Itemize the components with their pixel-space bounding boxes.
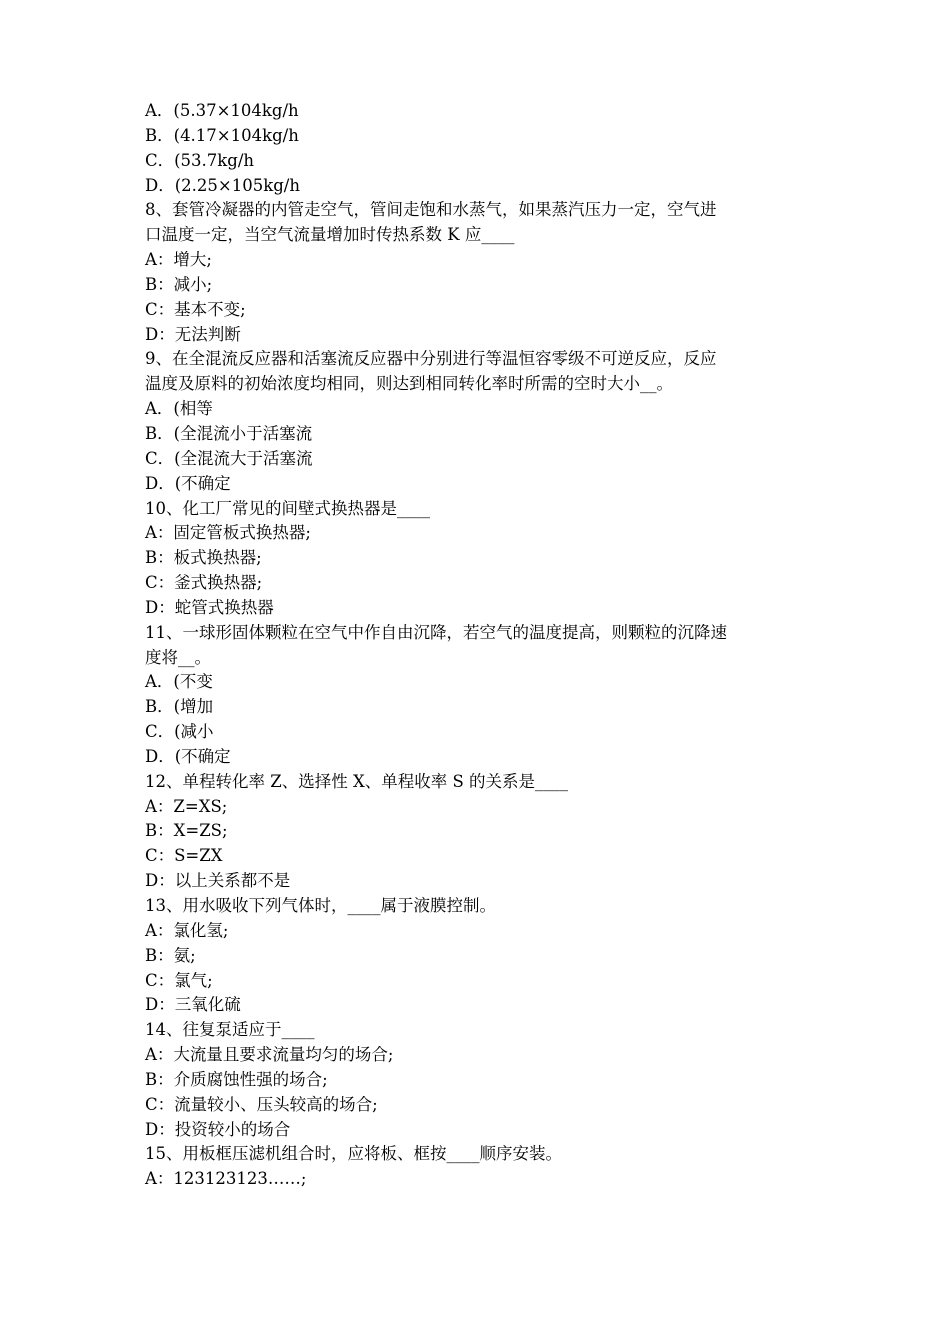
option-line: A：氯化氢;	[145, 920, 229, 940]
option-line: D：投资较小的场合	[145, 1119, 291, 1139]
option-line: B：氨;	[145, 945, 196, 965]
question-15: 15、用板框压滤机组合时，应将板、框按____顺序安装。	[145, 1144, 562, 1164]
option-line: A：123123123……;	[145, 1169, 307, 1189]
question-12: 12、单程转化率 Z、选择性 X、单程收率 S 的关系是____	[145, 771, 568, 791]
option-line: D：蛇管式换热器	[145, 597, 274, 617]
question-9-line-2: 温度及原料的初始浓度均相同，则达到相同转化率时所需的空时大小__。	[145, 374, 673, 394]
option-line: A：Z=XS;	[145, 796, 228, 816]
option-line: A．(相等	[145, 399, 213, 419]
option-line: C：氯气;	[145, 970, 213, 990]
option-line: D．(不确定	[145, 746, 231, 766]
option-line: A：大流量且要求流量均匀的场合;	[145, 1045, 394, 1065]
option-line: A．(不变	[145, 672, 213, 692]
option-line: D：以上关系都不是	[145, 871, 291, 891]
option-line: C：基本不变;	[145, 299, 246, 319]
option-line: D．(不确定	[145, 473, 231, 493]
option-line: C．(全混流大于活塞流	[145, 448, 313, 468]
question-8-line-1: 8、套管冷凝器的内管走空气，管间走饱和水蒸气，如果蒸汽压力一定，空气进	[145, 200, 717, 220]
option-line: C：S=ZX	[145, 846, 223, 866]
option-line: C．(53.7kg/h	[145, 150, 255, 170]
document-body	[145, 99, 825, 1192]
question-14: 14、往复泵适应于____	[145, 1020, 315, 1040]
option-line: D：无法判断	[145, 324, 241, 344]
option-line: D：三氧化硫	[145, 995, 241, 1015]
option-line: A：增大;	[145, 250, 212, 270]
option-line: A：固定管板式换热器;	[145, 523, 311, 543]
option-line: B：减小;	[145, 274, 213, 294]
option-line: A．(5.37×104kg/h	[145, 101, 299, 120]
question-10: 10、化工厂常见的间壁式换热器是____	[145, 498, 430, 518]
question-13: 13、用水吸收下列气体时，____属于液膜控制。	[145, 896, 496, 915]
option-line: B：板式换热器;	[145, 548, 262, 568]
question-11-line-1: 11、一球形固体颗粒在空气中作自由沉降，若空气的温度提高，则颗粒的沉降速	[145, 622, 727, 642]
option-line: D．(2.25×105kg/h	[145, 175, 300, 195]
option-line: B．(增加	[145, 697, 214, 717]
question-8-line-2: 口温度一定，当空气流量增加时传热系数 K 应____	[145, 225, 515, 245]
option-line: B：介质腐蚀性强的场合;	[145, 1069, 328, 1089]
option-line: C．(减小	[145, 722, 214, 742]
option-line: B．(4.17×104kg/h	[145, 125, 299, 145]
question-9-line-1: 9、在全混流反应器和活塞流反应器中分别进行等温恒容零级不可逆反应，反应	[145, 349, 717, 369]
option-line: B：X=ZS;	[145, 821, 228, 841]
option-line: B．(全混流小于活塞流	[145, 423, 313, 443]
question-11-line-2: 度将__。	[145, 647, 211, 667]
option-line: C：釜式换热器;	[145, 573, 263, 593]
option-line: C：流量较小、压头较高的场合;	[145, 1094, 378, 1114]
